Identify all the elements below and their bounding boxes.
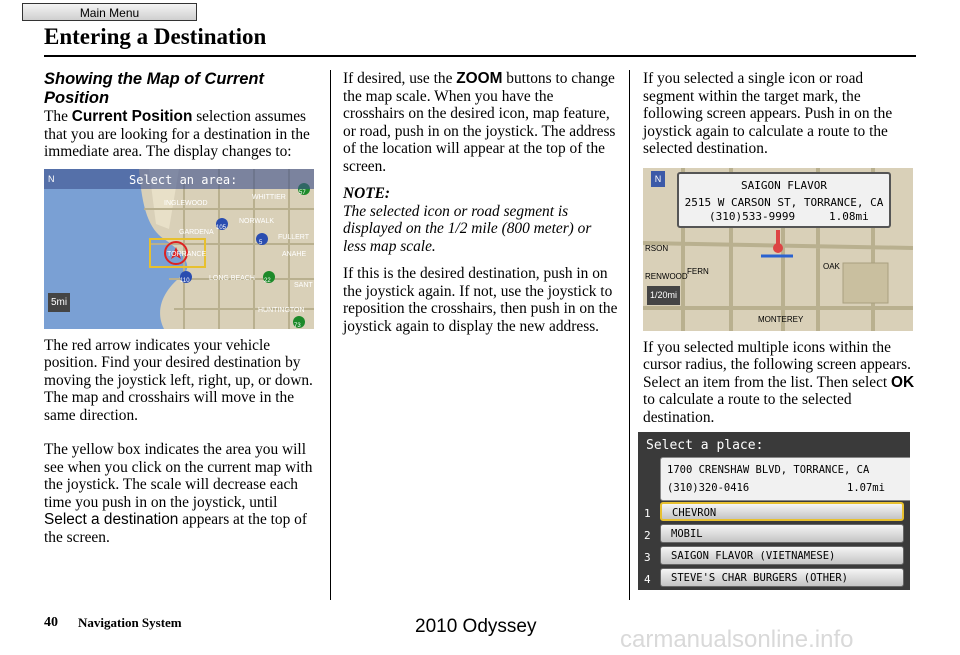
map-scale: 5mi (48, 293, 70, 313)
place-item-saigon-flavor[interactable]: SAIGON FLAVOR (VIETNAMESE) (660, 546, 904, 565)
street-label: RENWOOD (645, 271, 688, 281)
freeway-shield: 57 (299, 189, 306, 196)
city-label: FULLERT (278, 233, 309, 241)
place-item-steves-char-burgers[interactable]: STEVE'S CHAR BURGERS (OTHER) (660, 568, 904, 587)
single-destination-map (643, 168, 913, 331)
title-rule (44, 55, 916, 57)
destination-phone: (310)533-9999 (709, 209, 796, 223)
city-label: WHITTIER (252, 193, 286, 201)
city-label: NORWALK (239, 217, 275, 225)
footer-section: Navigation System (78, 615, 182, 630)
item-number: 4 (644, 573, 651, 586)
note-text: The selected icon or road segment is displayed on the 1/2 mile (800 meter) or less map scale. (343, 202, 592, 255)
street-label: MONTEREY (758, 314, 804, 324)
page-title: Entering a Destination (44, 24, 267, 49)
column-3 (643, 70, 918, 590)
paragraph: If you selected a single icon or road segment within the target mark, the following screen appears. Push in on the joystick again to calculate a route to the selected destination. (643, 70, 893, 157)
paragraph: If this is the desired destination, push in on the joystick again. If not, use the joystick to reposition the crosshairs, then push in on the joystick again to display the new address. (343, 265, 618, 335)
paragraph: The yellow box indicates the area you will see when you click on the current map with the joystick. The scale will decrease each time you push in on the joystick, until Select a destination appears at the top of the screen. (44, 441, 313, 546)
paragraph: The red arrow indicates your vehicle position. Find your desired destination by moving the joystick left, right, up, or down. The map and crosshairs will move in the same direction. (44, 336, 313, 424)
north-icon[interactable]: N (48, 173, 55, 184)
freeway-shield: 22 (264, 277, 271, 284)
city-label: SANT (294, 281, 313, 289)
destination-distance: 1.08mi (829, 209, 869, 223)
column-1 (44, 70, 320, 546)
place-item-chevron[interactable]: CHEVRON (660, 502, 904, 521)
place-distance: 1.07mi (847, 482, 885, 494)
paragraph: If desired, use the ZOOM buttons to change the map scale. When you have the crosshairs on the desired icon, map feature, or road, push in on the joystick. The address of the location will appear at the top of the screen. (343, 70, 616, 175)
street-label: OAK (823, 261, 840, 271)
page-number: 40 (44, 615, 58, 630)
city-label: TORRANCE (167, 250, 207, 258)
column-divider (629, 70, 630, 600)
place-info-box (660, 457, 910, 501)
select-place-screen (638, 432, 910, 590)
column-2 (343, 70, 618, 335)
paragraph: The Current Position selection assumes that you are looking for a destination in the immediate area. The display changes to: (44, 108, 310, 160)
column-divider (330, 70, 331, 600)
destination-address: 2515 W CARSON ST, TORRANCE, CA (684, 196, 884, 209)
freeway-shield: 110 (180, 277, 190, 284)
section-subheading: Showing the Map of Current Position (44, 70, 264, 107)
north-icon[interactable]: N (651, 171, 665, 187)
freeway-shield: 105 (216, 224, 227, 231)
item-number: 1 (644, 507, 651, 520)
watermark: carmanualsonline.info (620, 626, 854, 653)
map-scale: 1/20mi (647, 286, 680, 306)
destination-name: SAIGON FLAVOR (740, 178, 828, 192)
street-label: FERN (687, 266, 709, 276)
note-label: NOTE: (343, 185, 391, 202)
item-number: 2 (644, 529, 651, 542)
freeway-shield: 73 (294, 322, 301, 329)
area-select-map (44, 169, 314, 329)
item-number: 3 (644, 551, 651, 564)
select-place-header: Select a place: (646, 438, 764, 453)
place-address: 1700 CRENSHAW BLVD, TORRANCE, CA (667, 464, 870, 476)
city-label: INGLEWOOD (164, 199, 208, 207)
city-label: HUNTINGTON (258, 306, 305, 314)
street-label: RSON (645, 243, 669, 253)
map-header-text: Select an area: (129, 172, 238, 187)
paragraph: If you selected multiple icons within the cursor radius, the following screen appears. Select an item from the list. Then select OK to calculate a route to the selected destination. (643, 338, 915, 426)
city-label: LONG BEACH (209, 274, 255, 282)
footer-model: 2010 Odyssey (415, 616, 537, 637)
city-label: ANAHE (282, 250, 307, 258)
place-item-mobil[interactable]: MOBIL (660, 524, 904, 543)
freeway-shield: 5 (259, 239, 263, 246)
main-menu-button[interactable]: Main Menu (22, 3, 197, 21)
destination-info-box[interactable] (677, 172, 891, 228)
city-label: GARDENA (179, 228, 214, 236)
place-phone: (310)320-0416 (667, 482, 750, 494)
